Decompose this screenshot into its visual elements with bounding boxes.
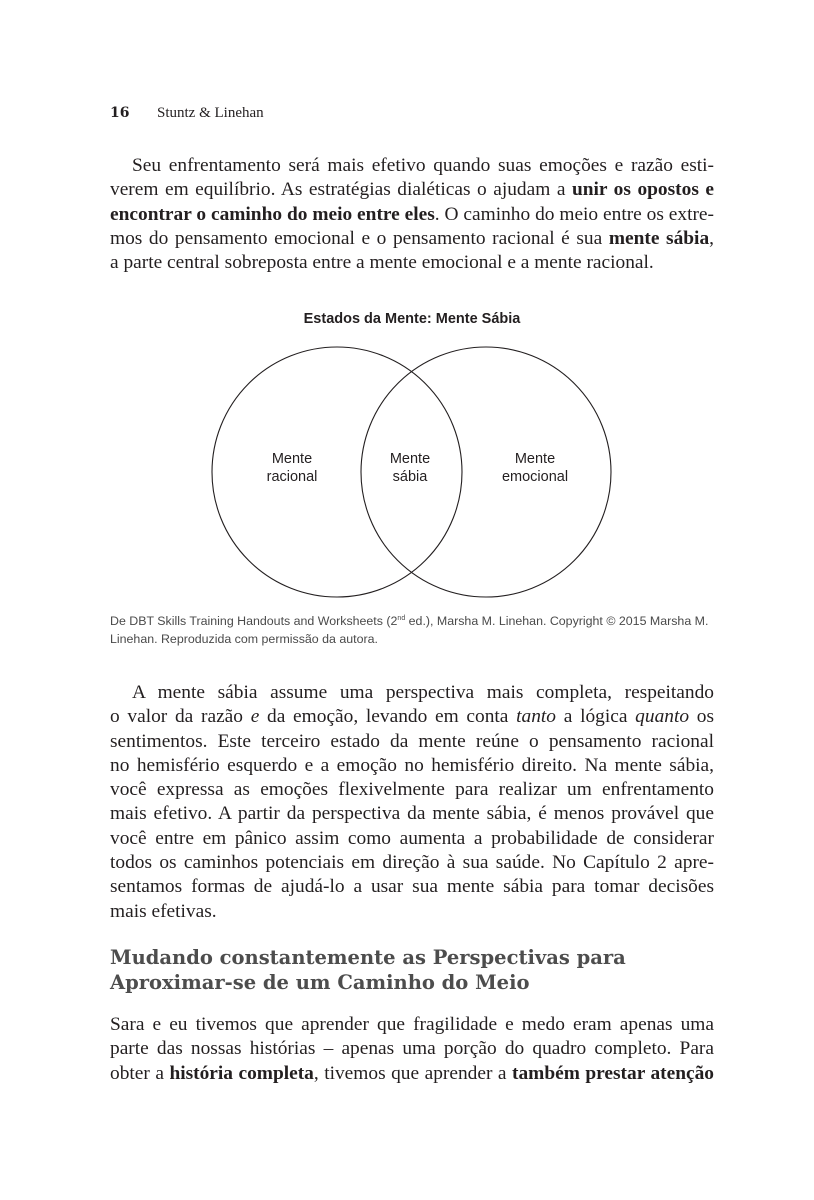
italic-text: quanto	[635, 706, 690, 728]
text-line	[110, 681, 714, 705]
text-run: sentamos formas de ajudá-lo a usar sua mente sábia para tomar decisões	[110, 876, 714, 898]
label-rational-line2: racional	[266, 469, 318, 485]
text-run: parte das nossas histórias – apenas uma porção do quadro completo. Para	[110, 1038, 714, 1060]
text-line	[110, 851, 714, 875]
text-run: da emoção, levando em conta	[259, 706, 517, 728]
text-line	[110, 802, 714, 826]
text-line	[110, 705, 714, 729]
text-run: Sara e eu tivemos que aprender que fragilidade e medo eram apenas uma	[110, 1014, 714, 1035]
text-run: . O caminho do meio entre os extre-	[434, 203, 714, 225]
italic-text: e	[250, 706, 260, 728]
text-run: a lógica	[556, 706, 636, 728]
text-run: a parte central sobreposta entre a mente emocional e a mente racional.	[110, 252, 654, 274]
text-line	[110, 827, 714, 851]
text-line	[110, 875, 714, 899]
paragraph-3	[110, 1013, 714, 1086]
text-line	[110, 154, 714, 178]
text-line	[110, 1013, 714, 1037]
text-line	[110, 251, 714, 275]
text-run: obter a	[110, 1062, 170, 1084]
text-run: ,	[709, 227, 714, 249]
running-head	[110, 103, 264, 123]
label-wise-line1: Mente	[389, 451, 431, 467]
label-emotional-mind	[475, 450, 595, 486]
text-run: você expressa as emoções flexivelmente para realizar um enfrentamento	[110, 779, 714, 801]
section-heading-line-1: Mudando constantemente as Perspectivas para	[110, 946, 626, 969]
paragraph-1	[110, 154, 714, 275]
running-head-authors: Stuntz & Linehan	[157, 105, 264, 121]
text-run: mais efetivo. A partir da perspectiva da mente sábia, é menos provável que	[110, 803, 714, 825]
italic-text: tanto	[516, 706, 557, 728]
text-run: verem em equilíbrio. As estratégias dialéticas o ajudam a	[110, 179, 572, 201]
figure-caption	[110, 612, 714, 648]
text-line	[110, 778, 714, 802]
bold-text: unir os opostos e	[571, 179, 714, 201]
caption-line-1	[110, 612, 714, 630]
text-run: mos do pensamento emocional e o pensamento racional é sua	[110, 227, 609, 249]
label-rational-line1: Mente	[271, 451, 313, 467]
page-number: 16	[110, 105, 130, 121]
text-line	[110, 1062, 714, 1086]
text-line	[110, 754, 714, 778]
text-line	[110, 203, 714, 227]
venn-figure	[110, 308, 714, 608]
text-run: o valor da razão	[110, 706, 251, 728]
bold-text: mente sábia	[608, 227, 710, 249]
text-line	[110, 900, 714, 924]
figure-title: Estados da Mente: Mente Sábia	[303, 311, 521, 327]
text-line	[110, 178, 714, 202]
text-run: todos os caminhos potenciais em direção à sua saúde. No Capítulo 2 apre-	[110, 852, 714, 874]
paragraph-2	[110, 681, 714, 924]
text-run: , tivemos que aprender a	[313, 1062, 513, 1084]
bold-text: história completa	[169, 1062, 314, 1084]
section-heading	[110, 945, 714, 995]
section-heading-line-2: Aproximar-se de um Caminho do Meio	[110, 971, 530, 994]
bold-text: também prestar atenção	[512, 1062, 714, 1084]
caption-text: ed.), Marsha M. Linehan. Copyright © 2015 Marsha M.	[405, 614, 709, 628]
label-wise-mind	[350, 450, 470, 486]
text-line	[110, 227, 714, 251]
text-run: no hemisfério esquerdo e a emoção no hemisfério direito. Na mente sábia,	[110, 754, 714, 776]
caption-superscript: nd	[397, 615, 406, 622]
text-run: os	[689, 706, 715, 728]
label-rational-mind	[232, 450, 352, 486]
text-run: sentimentos. Este terceiro estado da mente reúne o pensamento racional	[110, 730, 714, 752]
text-line	[110, 730, 714, 754]
text-run: A mente sábia assume uma perspectiva mais completa, respeitando	[132, 682, 714, 703]
caption-line-2: Linehan. Reproduzida com permissão da autora.	[110, 632, 378, 646]
text-run: Seu enfrentamento será mais efetivo quando suas emoções e razão esti-	[132, 155, 714, 176]
label-wise-line2: sábia	[392, 469, 428, 485]
bold-text: encontrar o caminho do meio entre eles	[110, 203, 435, 225]
text-run: mais efetivas.	[110, 900, 217, 922]
text-run: você entre em pânico assim como aumenta a probabilidade de considerar	[110, 827, 714, 849]
text-line	[110, 1037, 714, 1061]
label-emotional-line1: Mente	[514, 451, 556, 467]
label-emotional-line2: emocional	[501, 469, 569, 485]
caption-text: De DBT Skills Training Handouts and Worksheets (2	[110, 614, 398, 628]
